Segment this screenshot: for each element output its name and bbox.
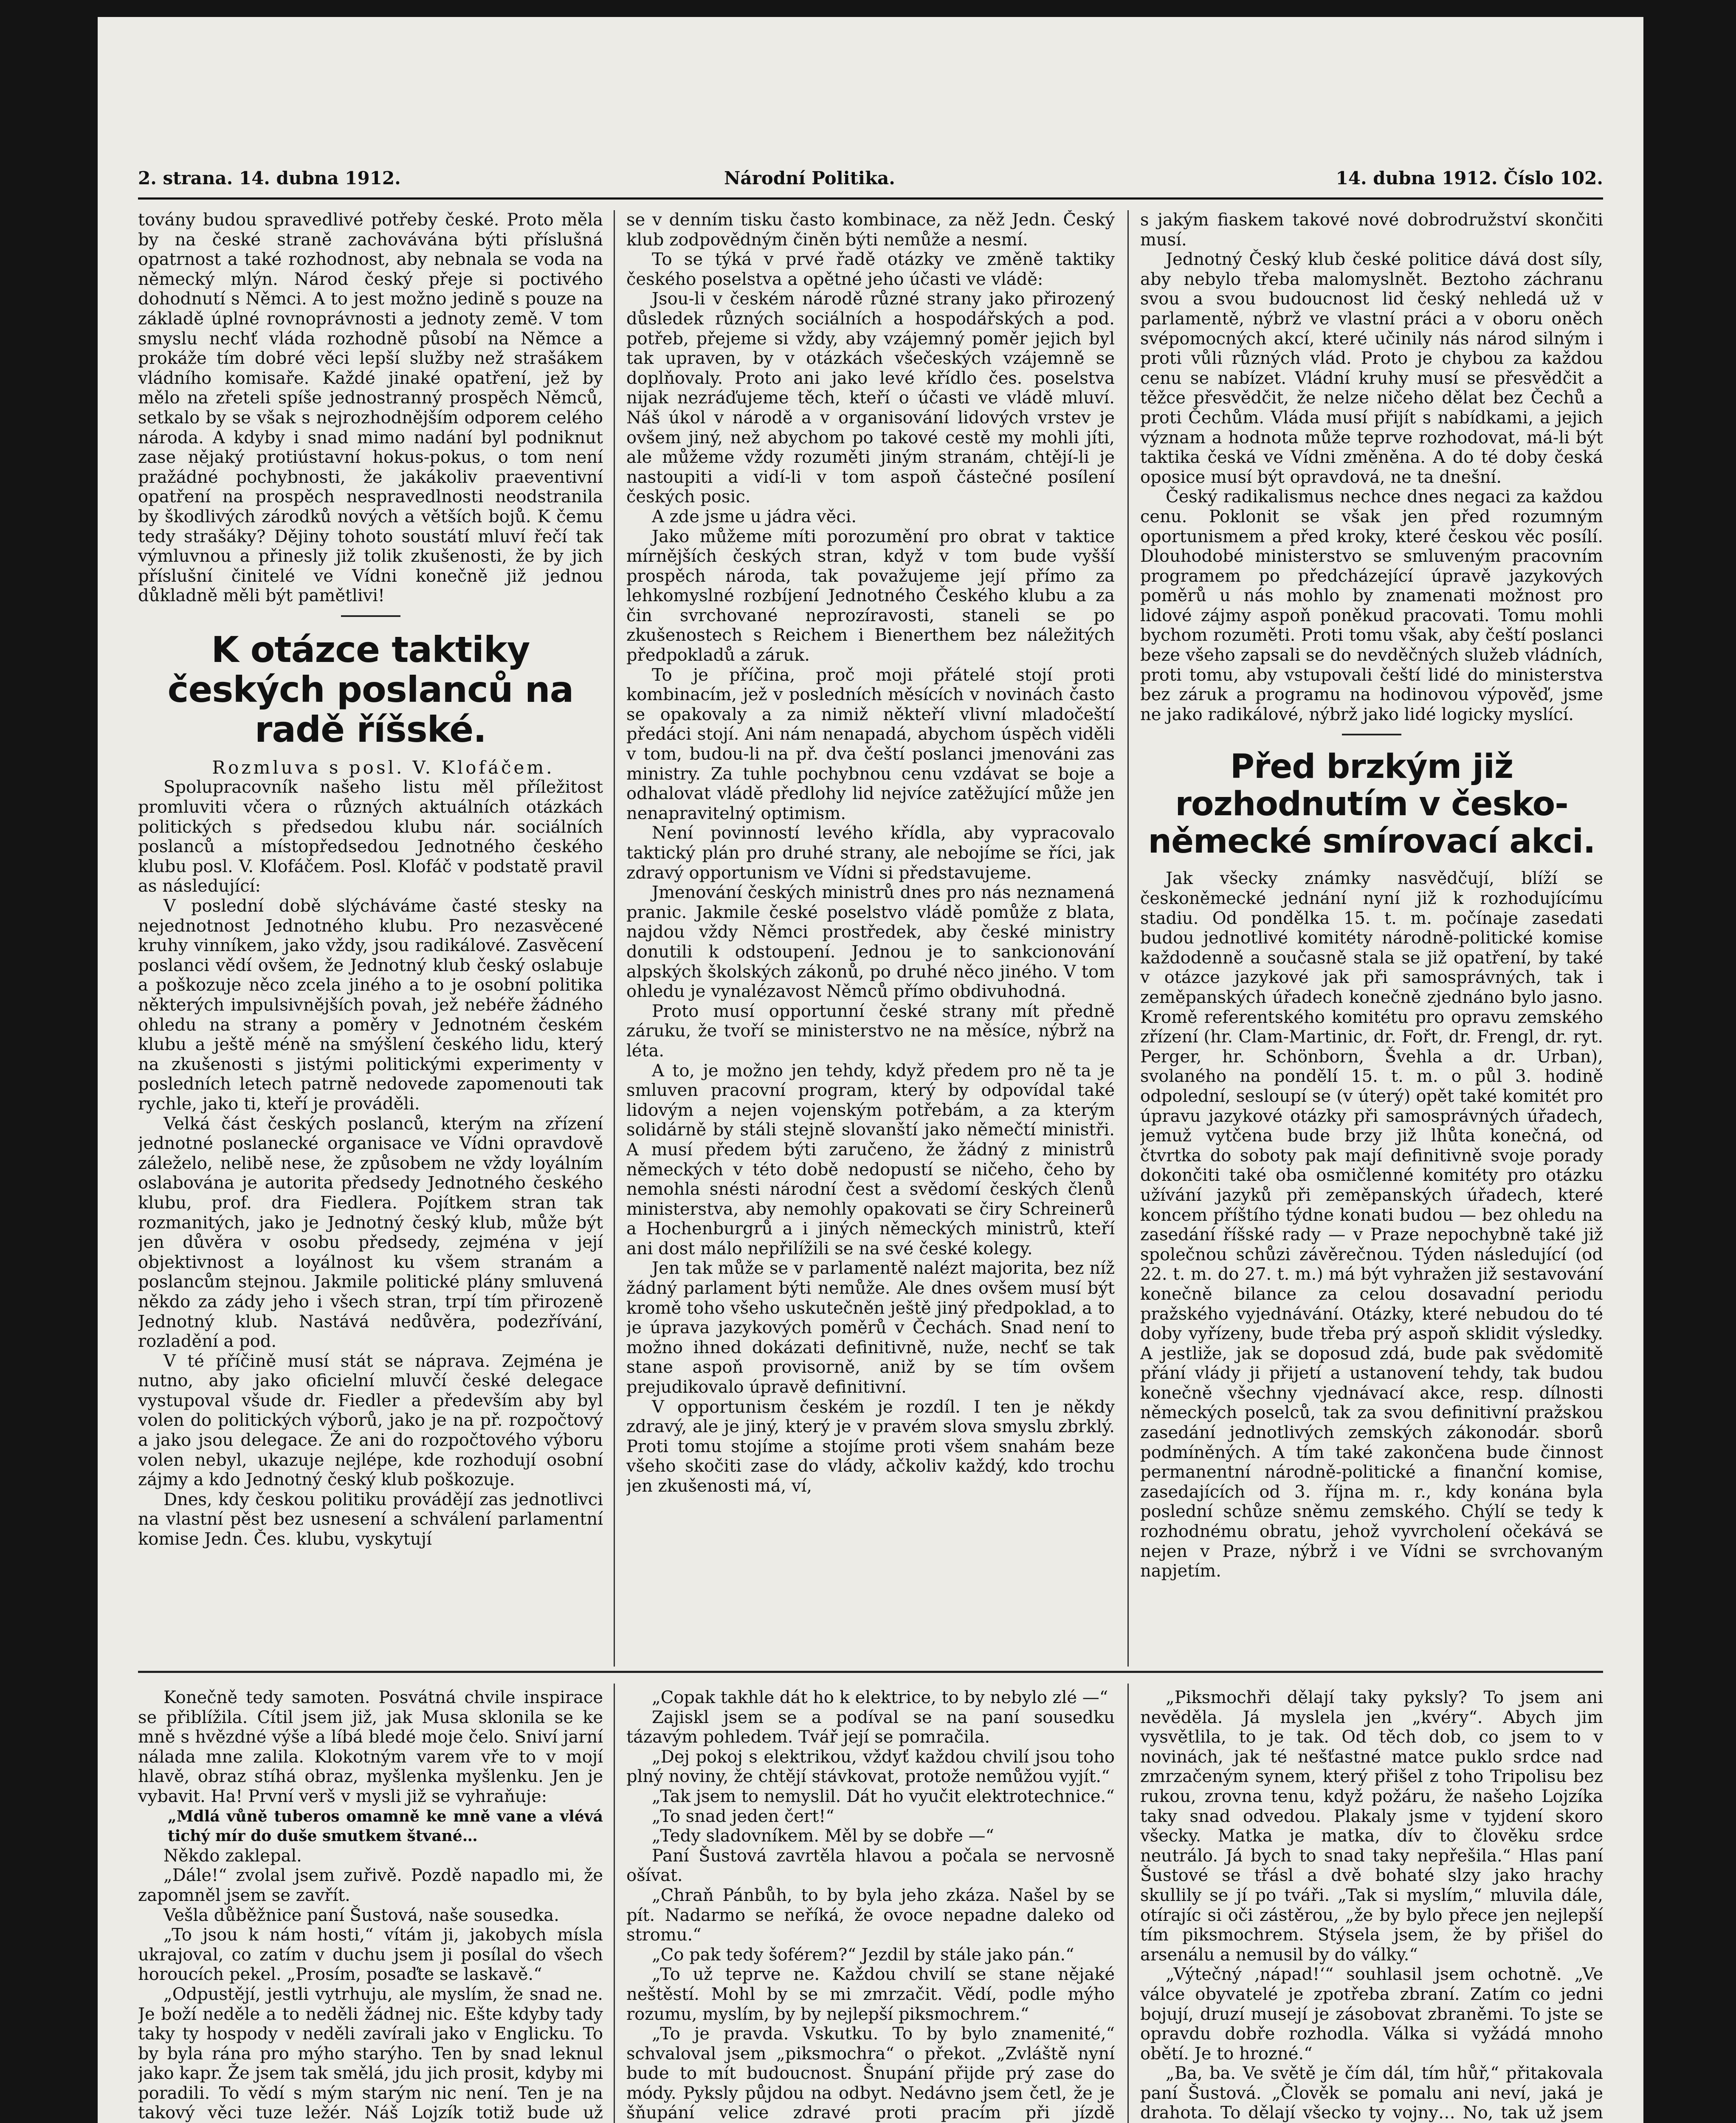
paragraph: „To je pravda. Vskutku. To by bylo znamenité,“ schvaloval jsem „piksmochra“ o překot. „Zvláště nyní bude to mít budoucnost. Šnupání přijde prý zase do módy. Pyksly půjdou na odbyt. Nedávno jsem četl, že je šňupání velice zdravé proti pracím při jízdě: [626, 2024, 1115, 2123]
paragraph: „Odpustějí, jestli vytrhuju, ale myslím, že snad ne. Je boží neděle a to neděli žádnej nic. Ešte kdyby tady taky ty hospody v neděli zavírali jako v Englicku. To by byla rána pro mýho starýho. Ten by snad leknul jako kapr. Že jsem tak smělá, jdu jich prosit, kdyby mi poradili. To vědí s mým starým nic není. Ten je na takový věci tuze ležér. Náš Lojzík totiž bude už: [138, 1984, 603, 2123]
article-separator: [1342, 734, 1401, 735]
paragraph: s jakým fiaskem takové nové dobrodružství skončiti musí.: [1140, 210, 1603, 250]
paragraph: Spolupracovník našeho listu měl příležitost promluviti včera o různých aktuálních otázkách politických s předsedou klubu nár. sociálních poslanců a místopředsedou Jednotného českého klubu posl. V. Klofáčem. Posl. Klofáč v podstatě pravil as následující:: [138, 777, 603, 896]
column-rule-4: [1127, 1684, 1129, 2123]
paragraph: Vešla důběžnice paní Šustová, naše sousedka.: [163, 1905, 559, 1925]
header-left: 2. strana. 14. dubna 1912.: [138, 168, 401, 189]
paragraph: „Tedy sladovníkem. Měl by se dobře —“: [652, 1826, 994, 1846]
article-separator: [341, 615, 400, 617]
paragraph: V opportunism českém je rozdíl. I ten je někdy zdravý, ale je jiný, který je v pravém slova smyslu zbrklý. Proti tomu stojíme a stojíme proti všem snahám beze všeho skočiti zase do vlády, ačkoliv každý, kdo trochu jen zkušenosti má, ví,: [626, 1397, 1115, 1496]
paragraph: „To jsou k nám hosti,“ vítám ji, jakobych mísla ukrajoval, co zatím v duchu jsem ji posílal do všech horoucích pekel. „Prosím, posaďte se laskavě.“: [138, 1925, 603, 1985]
paragraph: „To už teprve ne. Každou chvilí se stane nějaké neštěstí. Mohl by se mi zmrzačit. Vědí, podle mýho rozumu, myslím, by by nejlepší piksmochrem.“: [626, 1965, 1115, 2024]
headline-smirovaci-akce: Před brzkým již rozhodnutím v česko-německé smírovací akci.: [1148, 748, 1595, 861]
paragraph: Jsou-li v českém národě různé strany jako přirozený důsledek různých sociálních a hospodářských a pod. potřeb, přejeme si vždy, aby vzájemný poměr jejich byl tak upraven, by v otázkách všečeských vzájemně se doplňovaly. Proto ani jako levé křídlo čes. poselstva nijak nezráďujeme těch, kteří o účasti ve vládě mluví. Náš úkol v národě a v organisování lidových vrstev je ovšem jiný, než abychom po takové cestě my mohli jíti, ale můžeme vždy rozuměti jiným stranám, chtějí-li je nastoupiti a vidí-li v tom aspoň částečné posílení českých posic.: [626, 289, 1115, 507]
paragraph: To se týká v prvé řadě otázky ve změně taktiky českého poselstva a opětné jeho účasti ve vládě:: [626, 250, 1115, 289]
paragraph: Velká část českých poslanců, kterým na zřízení jednotné poslanecké organisace ve Vídni opravdově záleželo, nelibě nese, že způsobem ne vždy loyálním oslabována je autorita předsedy Jednotného českého klubu, prof. dra Fiedlera. Pojítkem stran tak rozmanitých, jako je Jednotný český klub, může být jen důvěra v osobu předsedy, zejména v její objektivnost a loyálnost ku všem stranám a poslancům stejnou. Jakmile politické plány smluvená někdo za zády jeho i všech stran, trpí tím přirozeně Jednotný klub. Nastává nedůvěra, podezřívání, rozladění a pod.: [138, 1114, 603, 1352]
header-right: 14. dubna 1912. Číslo 102.: [1336, 168, 1603, 189]
newspaper-page: [98, 17, 1643, 2123]
paragraph: Jen tak může se v parlamentě nalézt majorita, bez níž žádný parlament býti nemůže. Ale dnes ovšem musí být kromě toho všeho uskutečněn ještě jiný předpoklad, a to je úprava jazykových poměrů v Čechách. Snad není to možno ihned dokázati definitivně, nuže, nechť se tak stane aspoň provisorně, aniž by se tím ovšem prejudikovalo úpravě definitivní.: [626, 1259, 1115, 1397]
subtitle-rozmluva: Rozmluva s posl. V. Klofáčem.: [212, 757, 555, 778]
paragraph: Zajiskl jsem se a podíval se na paní sousedku tázavým pohledem. Tvář její se pomračila.: [626, 1707, 1115, 1747]
headline-taktika: K otázce taktiky českých poslanců na radě říšské.: [167, 628, 574, 750]
paragraph: „Dále!“ zvolal jsem zuřivě. Pozdě napadlo mi, že zapomněl jsem se zavřít.: [138, 1866, 603, 1905]
paragraph: A zde jsme u jádra věci.: [652, 507, 857, 527]
paragraph: „Výtečný ‚nápad!‘“ souhlasil jsem ochotně. „Ve válce obyvatelé je zpotřeba zbraní. Zatím co jedni bojují, druzí musejí je zásobovat zbraněmi. To jste se opravdu dobře rozhodla. Válka si vyžádá mnoho obětí. Je to hrozné.“: [1140, 1965, 1603, 2064]
paragraph: „Dej pokoj s elektrikou, vždyť každou chvilí jsou toho plný noviny, že chtějí stávkovat, protože nemůžou vyjít.“: [626, 1747, 1115, 1787]
poem-verse: „Mdlá vůně tuberos omamně ke mně vane a vlévá tichý mír do duše smutkem štvané…: [168, 1807, 603, 1845]
column-1: [138, 210, 603, 1667]
paragraph: „Tak jsem to nemyslil. Dát ho vyučit elektrotechnice.“: [652, 1786, 1115, 1806]
paragraph: „Ba, ba. Ve světě je čím dál, tím hůř,“ přitakovala paní Šustová. „Člověk se pomalu ani neví, jaká je drahota. To dělají všecko ty vojny… No, tak už jsem: [1140, 2064, 1603, 2123]
column-3: [1140, 210, 1603, 1667]
paragraph: „Co pak tedy šoférem?“ Jezdil by stále jako pán.“: [652, 1945, 1074, 1965]
paragraph: Český radikalismus nechce dnes negaci za každou cenu. Poklonit se však jen před rozumným oportunismem a před kroky, které českou věc posílí. Dlouhodobé ministerstvo se smluveným pracovním programem po předcházející úpravě jazykových poměrů u nás mohlo by znamenati možnost pro lidové zájmy aspoň poněkud pracovati. Tomu mohli bychom rozuměti. Proti tomu však, aby čeští poslanci beze všeho zapsali se do nevděčných služeb vládních, proti tomu, aby vstupovali čeští lidé do ministerstva bez záruk a programu na hodinovou výpověď, jsme ne jako radikálové, nýbrž jako lidé logicky myslící.: [1140, 487, 1603, 724]
feuilleton-column-2: [626, 1688, 1115, 2123]
paragraph: Jednotný Český klub české politice dává dost síly, aby nebylo třeba malomyslnět. Beztoho záchranu svou a svou budoucnost lid český nehledá už v parlamentě, nýbrž ve vlastní práci a v oboru oněch svépomocných akcí, které učinily nás národ silným i proti vůli různých vlád. Proto je chybou za každou cenu se nabízet. Vládní kruhy musí se přesvědčit a těžce přesvědčit, že nelze ničeho dělat bez Čechů a proti Čechům. Vláda musí přijít s nabídkami, a jejich význam a hodnota může teprve rozhodovat, má-li být taktika česká ve Vídni změněna. A do té doby česká oposice musí být opravdová, ne ta dnešní.: [1140, 250, 1603, 487]
paragraph: Paní Šustová zavrtěla hlavou a počala se nervosně ošívat.: [626, 1846, 1115, 1886]
feuilleton-column-1: [138, 1688, 603, 2123]
paragraph: Jak všecky známky nasvědčují, blíží se českoněmecké jednání nyní již k rozhodujícímu stadiu. Od pondělka 15. t. m. počínaje zasedati budou jednotlivé komitéty národně-politické komise každodenně a současně stala se již opatření, by také v otázce jazykové jak při samosprávných, tak i zeměpanských úřadech konečně zjednáno bylo jasno. Kromě referentského komitétu pro opravu zemského zřízení (hr. Clam-Martinic, dr. Fořt, dr. Frengl, dr. ryt. Perger, hr. Schönborn, Švehla a dr. Urban), svolaného na pondělí 15. t. m. o půl 3. hodině odpolední, sesloupí se (v úterý) opět také komitét pro úpravu jazykové otázky při samosprávných úřadech, jemuž vytčena bude brzy již lhůta konečná, od čtvrtka do soboty pak mají definitivně svoje porady dokončiti také oba osmičlenné komitéty pro otázku užívání jazyků při zeměpanských úřadech, které koncem příštího týdne konati budou — bez ohledu na zasedání říšské rady — v Praze nepochybně také již společnou schůzi závěrečnou. Týden následující (od 22. t. m. do 27. t. m.) má být vyhražen již sestavování konečně bilance za celou dosavadní periodu pražského vyjednávání. Otázky, které nebudou do té doby vyřízeny, bude třeba prý aspoň sklidit výsledky. A jestliže, jak se doposud zdá, bude pak svědomitě přání vlády ji přijetí a ustanovení tehdy, tak budou konečně všechny vjednávací akce, resp. dílnosti německých poselců, tak za svou definitivní pražskou zasedání jednotlivých zemských zákonodár. sborů podmíněných. A tím také zakončena bude činnost permanentní národně-politické a finanční komise, zasedajících od 3. října m. r., kdy konána byla poslední schůze sněmu zemského. Chýlí se tedy k rozhodnému obratu, jehož vyvrcholení očekává se nejen v Praze, nýbrž i ve Vídni se svrchovaným napjetím.: [1140, 869, 1603, 1581]
feuilleton-column-3: [1140, 1688, 1603, 2123]
paragraph: Konečně tedy samoten. Posvátná chvile inspirace se přiblížila. Cítil jsem již, jak Musa sklonila se ke mně s hvězdné výše a líbá bledé moje čelo. Sniví jarní nálada mne zalila. Klokotným varem vře to v mojí hlavě, obraz stíhá obraz, myšlenka myšlenku. Jen je vybavit. Ha! První verš v mysli již se vyhraňuje:: [138, 1688, 603, 1806]
paragraph: „Piksmochři dělají taky pyksly? To jsem ani nevěděla. Já myslela jen „kvéry“. Abych jim vysvětlila, to je tak. Od těch dob, co jsem to v novinách, jak té nešťastné matce puklo srdce nad zmrzačeným synem, který přišel z toho Tripolisu bez rukou, zrovna tenu, když požáru, že našeho Lojzíka taky snad odvedou. Plakaly jsme v tyjdení skoro všecky. Matka je matka, dív to člověku srdce neutrálo. Já bych to snad taky nepřešila.“ Hlas paní Šustové se třásl a dvě bohaté slzy jako hrachy skullily se jí po tváři. „Tak si myslím,“ mluvila dále, otírajíc si oči zástěrou, „že by bylo přece jen nejlepší tím piksmochrem. Stýsela jsem, že by přišel do arsenálu a nemusil by do války.“: [1140, 1688, 1603, 1965]
column-rule-1: [614, 210, 615, 1667]
paragraph: Není povinností levého křídla, aby vypracovalo taktický plán pro druhé strany, ale nebojíme se říci, jak zdravý opportunism ve Vídni si představujeme.: [626, 823, 1115, 883]
paragraph: „To snad jeden čert!“: [652, 1806, 834, 1826]
page-header: [138, 168, 1603, 200]
paragraph: Dnes, kdy českou politiku provádějí zas jednotlivci na vlastní pěst bez usnesení a schválení parlamentní komise Jedn. Čes. klubu, vyskytují: [138, 1489, 603, 1549]
feuilleton-divider: [138, 1671, 1603, 1673]
paragraph: „Chraň Pánbůh, to by byla jeho zkáza. Našel by se pít. Nadarmo se neříká, že ovoce nepadne daleko od stromu.“: [626, 1885, 1115, 1945]
paragraph: „Copak takhle dát ho k elektrice, to by nebylo zlé —“: [652, 1688, 1108, 1707]
paragraph: A to, je možno jen tehdy, když předem pro ně ta je smluven pracovní program, který by odpovídal také lidovým a nejen vojenským potřebám, a za kterým solidárně by stáli stejně slovanští jako němečtí ministři. A musí předem býti zaručeno, že žádný z ministrů německých v této době nedopustí se ničeho, čeho by nemohla snésti národní čest a svědomí českých členů ministerstva, aby nemohly opakovati se čiry Schreinerů a Hochenburgrů a i jiných německých ministrů, kteří ani dost málo nepřilížili se na své české kolegy.: [626, 1061, 1115, 1259]
paragraph: V poslední době slýcháváme časté stesky na nejednotnost Jednotného klubu. Pro nezasvěcené kruhy vinníkem, jako vždy, jsou radikálové. Zasvěcení poslanci vědí ovšem, že Jednotný klub český oslabuje a poškozuje něco zcela jiného a to je osobní politika některých impulsivnějších povah, jež nebéře žádného ohledu na strany a poměry v Jednotném českém klubu a ještě méně na smýšlení českého lidu, který na zkušenosti s jistými politickými experimenty v posledních letech patrně nedovede zapomenouti tak rychle, jako ti, kteří je prováděli.: [138, 896, 603, 1114]
paragraph: se v denním tisku často kombinace, za něž Jedn. Český klub zodpovědným činěn býti nemůže a nesmí.: [626, 210, 1115, 250]
header-center: Národní Politika.: [724, 168, 895, 189]
column-2: [626, 210, 1115, 1667]
paragraph: Jako můžeme míti porozumění pro obrat v taktice mírnějších českých stran, když v tom bude vyšší prospěch národa, tak považujeme její přímo za lehkomyslné rozbíjení Jednotného Českého klubu a za čin svrchované neprozíravosti, staneli se po zkušenostech s Reichem i Bienerthem bez náležitých předpokladů a záruk.: [626, 527, 1115, 665]
paragraph: Jmenování českých ministrů dnes pro nás neznamená pranic. Jakmile české poselstvo vládě pomůže z blata, najdou vždy Němci prostředek, aby české ministry donutili k odstoupení. Jednou je to sankcionování alpských školských zákonů, po druhé něco jiného. V tom ohledu je vynalézavost Němců přímo obdivuhodná.: [626, 883, 1115, 1002]
column-rule-3: [614, 1684, 615, 2123]
paragraph: V té příčině musí stát se náprava. Zejména je nutno, aby jako oficielní mluvčí české delegace vystupoval všude dr. Fiedler a především aby byl volen do politických výborů, jako je na př. rozpočtový a jako jsou delegace. Že ani do rozpočtového výboru volen nebyl, ukazuje nejlépe, kde rozhodují osobní zájmy a kdo Jednotný český klub poškozuje.: [138, 1351, 603, 1490]
column-rule-2: [1127, 210, 1129, 1667]
paragraph: Proto musí opportunní české strany mít předně záruku, že tvoří se ministerstvo ne na měsíce, nýbrž na léta.: [626, 1001, 1115, 1061]
article-continuation: továny budou spravedlivé potřeby české. Proto měla by na české straně zachovávána býti příslušná opatrnost a také rozhodnost, aby nebnala se voda na německý mlýn. Národ český přeje si poctivého dohodnutí s Němci. A to jest možno jedině s pouze na základě úplné rovnoprávnosti a jednoty země. V tom smyslu nechť vláda rozhodně působí na Němce a prokáže tím dobré věci lepší služby než strašákem vládního komisaře. Každé jinaké opatření, jež by mělo na zřeteli spíše jednostranný prospěch Němců, setkalo by se však s nejrozhodnějším odporem celého národa. A kdyby i snad mimo nadání byl podniknut zase nějaký protiústavní hokus-pokus, o tom není pražádné pochybnosti, že jakákoliv praeventivní opatření na prospěch nespravedlnosti neodstranila by škodlivých zárodků nových a větších bojů. K čemu tedy strašáky? Dějiny tohoto soustátí mluví řečí tak výmluvnou a přinesly již tolik zkušenosti, že by jich příslušní činitelé ve Vídni konečně již jednou důkladně měli být pamětlivi!: [138, 210, 603, 606]
paragraph: To je příčina, proč moji přátelé stojí proti kombinacím, jež v posledních měsících v novinách často se opakovaly a za nimiž někteří vlivní mladočeští předáci stojí. Ani nám nenapadá, abychom úspěch viděli v tom, budou-li na př. dva čeští poslanci jmenováni zas ministry. Za tuhle pochybnou cenu vzdávat se boje a odhalovat vládě předlohy lid nejvíce zatěžující může jen nenapravitelný optimism.: [626, 665, 1115, 823]
paragraph: Někdo zaklepal.: [163, 1846, 302, 1866]
